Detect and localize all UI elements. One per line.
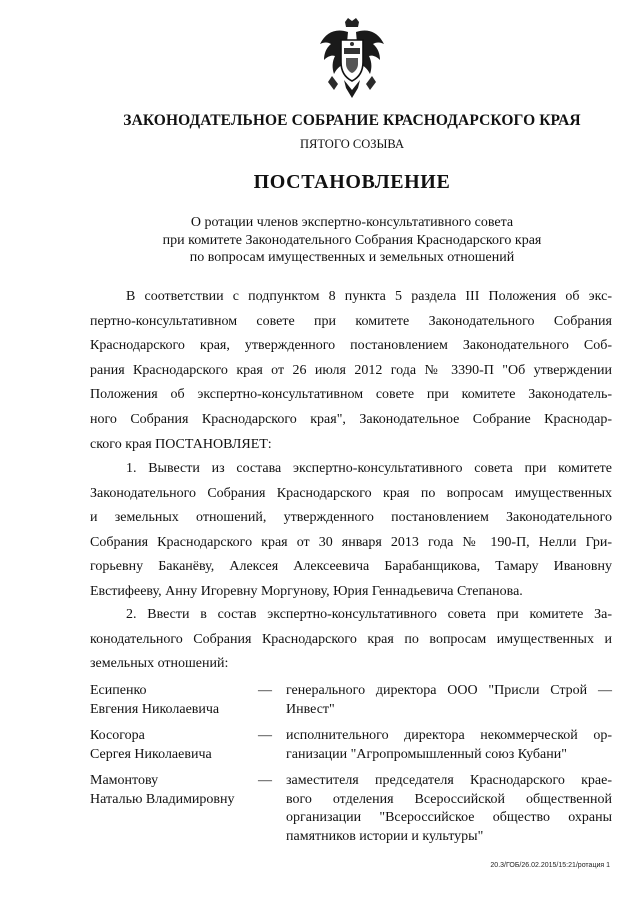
position-line: памятников истории и культуры": [286, 828, 484, 844]
text-line: Положения об экспертно-консультативном совете при комитете Законодатель-: [90, 387, 612, 403]
member-given-names: Евгения Николаевича: [90, 701, 220, 717]
text-line: Евстифееву, Анну Игоревну Моргунову, Юрия Геннадьевича Степанова.: [90, 583, 523, 599]
text-line: 2. Ввести в состав экспертно-консультативного совета при комитете За-: [126, 607, 612, 622]
member-name: [90, 727, 260, 764]
dash: —: [258, 683, 272, 698]
text-line: В соответствии с подпунктом 8 пункта 5 раздела III Положения об экс-: [126, 289, 612, 304]
position-line: заместителя председателя Краснодарского крае-: [286, 773, 612, 788]
text-line: ного Собрания Краснодарского края", Законодательное Собрание Краснодар-: [90, 411, 612, 427]
preamble: [90, 285, 612, 457]
text-line: Краснодарского края, утвержденного постановлением Законодательного Соб-: [90, 338, 612, 354]
member-surname: Мамонтову: [90, 773, 159, 788]
member-given-names: Наталью Владимировну: [90, 791, 235, 807]
position-line: Инвест": [286, 701, 335, 717]
organization-name: ЗАКОНОДАТЕЛЬНОЕ СОБРАНИЕ КРАСНОДАРСКОГО КРАЯ: [123, 112, 581, 129]
text-line: горьевну Баканёву, Алексея Алексеевича Барабанщикова, Тамару Ивановну: [90, 559, 612, 575]
subject-line: О ротации членов экспертно-консультативного совета: [190, 215, 514, 230]
text-line: 1. Вывести из состава экспертно-консультативного совета при комитете: [126, 461, 612, 476]
text-line: земельных отношений:: [90, 656, 229, 672]
item-1: [90, 457, 612, 605]
position-line: организации "Всероссийское общество охраны: [286, 810, 612, 825]
item-2: [90, 603, 612, 677]
text-line: рания Краснодарского края от 26 июля 2012 года № 3390-П "Об утверждении: [90, 362, 612, 378]
position-line: ганизации "Агропромышленный союз Кубани": [286, 746, 567, 762]
text-line: пертно-консультативном совете при комитете Законодательного Собрания: [90, 313, 612, 329]
member-given-names: Сергея Николаевича: [90, 746, 212, 762]
member-surname: Есипенко: [90, 683, 147, 698]
text-line: ского края ПОСТАНОВЛЯЕТ:: [90, 436, 272, 452]
member-name: [90, 682, 260, 719]
position-line: вого отделения Всероссийской общественной: [286, 791, 612, 807]
member-position: [286, 727, 612, 764]
subject-line: при комитете Законодательного Собрания Краснодарского края: [162, 232, 542, 248]
member-position: [286, 772, 612, 846]
dash: —: [258, 773, 272, 788]
member-position: [286, 682, 612, 719]
text-line: Собрания Краснодарского края от 30 января 2013 года № 190-П, Нелли Гри-: [90, 534, 612, 550]
document-type: ПОСТАНОВЛЕНИЕ: [253, 171, 451, 193]
member-name: [90, 772, 260, 809]
coat-of-arms-icon: [318, 18, 386, 100]
text-line: Законодательного Собрания Краснодарского края по вопросам имущественных: [90, 485, 612, 501]
convocation: ПЯТОГО СОЗЫВА: [299, 137, 405, 151]
text-line: конодательного Собрания Краснодарского края по вопросам имущественных и: [90, 631, 612, 647]
document-subject: [0, 214, 640, 267]
dash: —: [258, 728, 272, 743]
subject-line: по вопросам имущественных и земельных отношений: [189, 250, 515, 265]
position-line: генерального директора ООО "Присли Строй —: [286, 683, 612, 698]
text-line: и земельных отношений, утвержденного постановлением Законодательного: [90, 510, 612, 526]
position-line: исполнительного директора некоммерческой ор-: [286, 728, 612, 743]
document-code: 20.3/ГОБ/26.02.2015/15:21/ротация 1: [490, 862, 610, 869]
member-surname: Косогора: [90, 728, 145, 743]
